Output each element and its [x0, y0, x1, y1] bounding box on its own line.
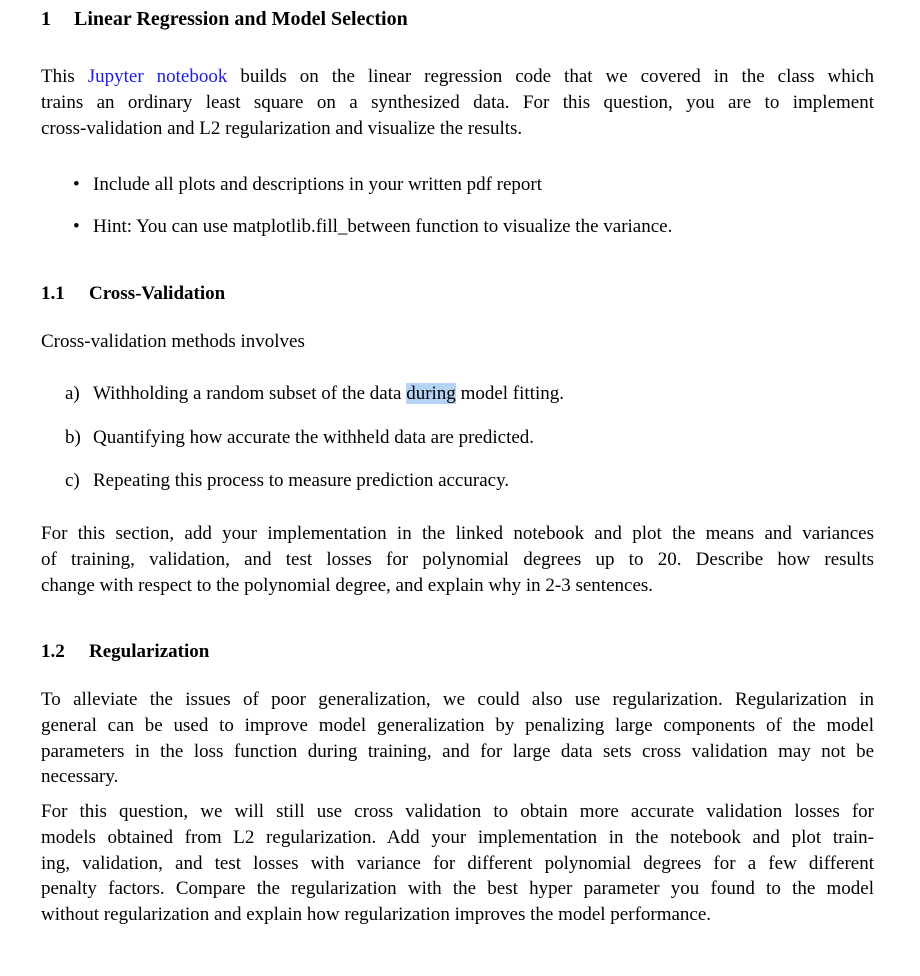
selected-text-highlight[interactable]: during	[406, 383, 456, 404]
section-1-1-title: Cross-Validation	[89, 283, 226, 304]
section-1-intro-paragraph	[41, 64, 874, 141]
intro-line-3: cross-validation and L2 regularization and visualize the results.	[41, 117, 523, 139]
section-1-1-heading	[41, 283, 225, 305]
bullet-dot: •	[73, 216, 80, 237]
section-1-2-number: 1.2	[41, 641, 65, 662]
section-1-2-heading	[41, 641, 209, 663]
closing-line-1: For this section, add your implementation in the linked notebook and plot the means and variances	[41, 523, 874, 544]
section-1-1-closing-paragraph	[41, 521, 874, 598]
enum-label-b: b)	[65, 427, 81, 448]
jupyter-notebook-link[interactable]: Jupyter notebook	[87, 66, 228, 87]
bullet-dot: •	[73, 174, 80, 195]
reg-p2-line-1: For this question, we will still use cross validation to obtain more accurate validation losses for	[41, 801, 874, 822]
bullet-item-2	[73, 216, 672, 238]
bullet-text-2: Hint: You can use matplotlib.fill_between function to visualize the variance.	[93, 216, 673, 237]
enum-text-c: Repeating this process to measure prediction accuracy.	[93, 470, 510, 491]
regularization-paragraph-2	[41, 799, 874, 928]
enum-text-b: Quantifying how accurate the withheld data are predicted.	[93, 427, 535, 448]
reg-p1-line-3: parameters in the loss function during training, and for large data sets cross validation may not be	[41, 740, 874, 762]
reg-p2-line-5: without regularization and explain how regularization improves the model performance.	[41, 904, 712, 926]
enum-text-a-after: model fitting.	[455, 383, 564, 404]
bullet-item-1	[73, 174, 542, 196]
closing-line-3: change with respect to the polynomial degree, and explain why in 2-3 sentences.	[41, 574, 654, 596]
closing-line-2: of training, validation, and test losses for polynomial degrees up to 20. Describe how results	[41, 548, 874, 570]
bullet-text-1: Include all plots and descriptions in your written pdf report	[93, 174, 543, 195]
enum-text-a	[93, 383, 564, 405]
intro-text-before-link: This	[41, 66, 88, 87]
reg-p2-line-2: models obtained from L2 regularization. Add your implementation in the notebook and plot train-	[41, 826, 874, 848]
enum-label-a: a)	[65, 383, 80, 404]
intro-line-1-rest: builds on the linear regression code that we covered in the class which	[227, 66, 874, 87]
cross-validation-intro: Cross-validation methods involves	[41, 331, 305, 352]
enum-text-a-before: Withholding a random subset of the data	[93, 383, 407, 404]
reg-p2-line-4: penalty factors. Compare the regularization with the best hyper parameter you found to the model	[41, 878, 874, 900]
section-1-number: 1	[41, 8, 51, 30]
intro-line-2: trains an ordinary least square on a synthesized data. For this question, you are to implement	[41, 91, 874, 113]
reg-p1-line-2: general can be used to improve model generalization by penalizing large components of the model	[41, 714, 874, 736]
section-1-title: Linear Regression and Model Selection	[74, 8, 408, 30]
enum-label-c: c)	[65, 470, 80, 491]
reg-p1-line-1: To alleviate the issues of poor generalization, we could also use regularization. Regularization in	[41, 689, 874, 710]
reg-p2-line-3: ing, validation, and test losses with variance for different polynomial degrees for a few different	[41, 852, 874, 874]
section-1-heading	[41, 8, 408, 31]
intro-line-1	[41, 64, 874, 90]
regularization-paragraph-1	[41, 687, 874, 790]
section-1-1-number: 1.1	[41, 283, 65, 304]
reg-p1-line-4: necessary.	[41, 766, 119, 788]
section-1-2-title: Regularization	[89, 641, 210, 662]
